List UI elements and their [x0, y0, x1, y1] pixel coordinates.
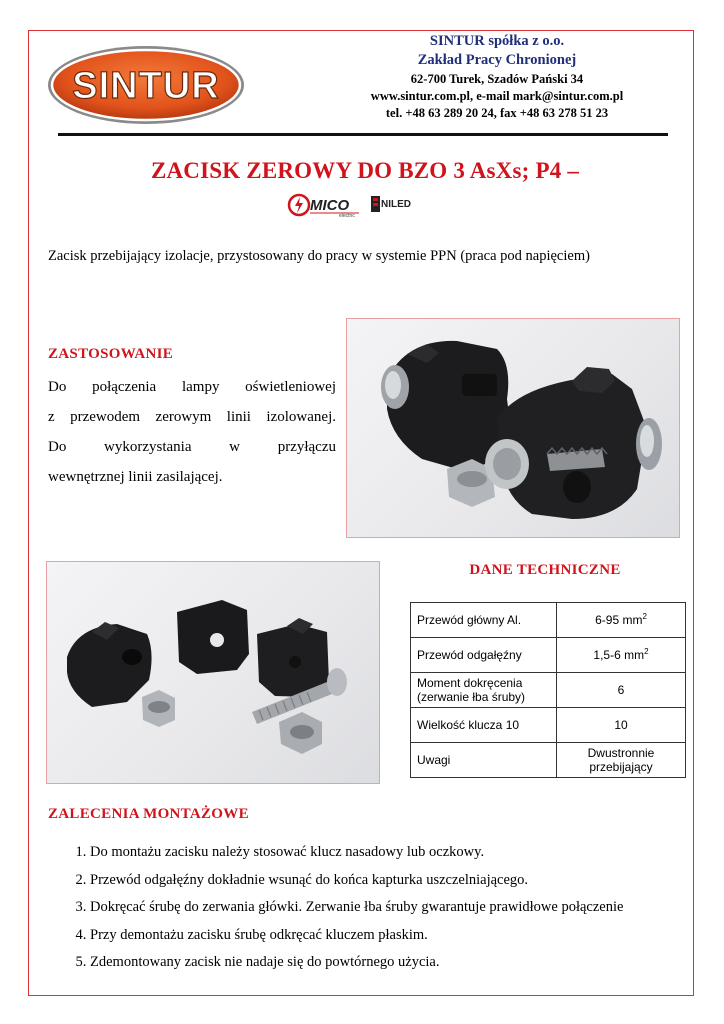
table-row [411, 638, 686, 673]
product-photo-parts [46, 561, 380, 784]
list-item: 1. Do montażu zacisku należy stosować klucz nasadowy lub oczkowy. [90, 842, 720, 870]
zastosowanie-line: z przewodem zerowym linii izolowanej. [48, 409, 336, 425]
list-item: 5. Zdemontowany zacisk nie nadaje się do powtórnego użycia. [90, 952, 720, 980]
zastosowanie-text [48, 372, 336, 492]
table-cell-key: Moment dokręcenia (zerwanie łba śruby) [411, 673, 557, 708]
table-cell-key: Przewód główny Al. [411, 603, 557, 638]
svg-text:electric: electric [339, 213, 355, 219]
table-cell-value: 1,5-6 $mm^2$ [557, 638, 686, 673]
section-heading-zastosowanie: ZASTOSOWANIE [48, 346, 174, 362]
table-cell-value: Dwustronnie przebijający [557, 743, 686, 778]
table-cell-value: 10 [557, 708, 686, 743]
header-divider [58, 133, 668, 136]
table-cell-key: Przewód odgałęźny [411, 638, 557, 673]
lightning-icon [295, 197, 303, 213]
brand-logos [287, 191, 447, 219]
list-item: 4. Przy demontażu zacisku śrubę odkręcać kluczem płaskim. [90, 925, 720, 953]
table-row [411, 673, 686, 708]
table-row [411, 603, 686, 638]
montage-steps-list [48, 842, 720, 980]
zastosowanie-line: Do wykorzystania w przyłączu [48, 439, 336, 455]
zastosowanie-line: wewnętrznej linii zasilającej. [48, 469, 223, 485]
list-item: 3. Dokręcać śrubę do zerwania główki. Zerwanie łba śruby gwarantuje prawidłowe połączenie [90, 897, 720, 925]
company-name: SINTUR spółka z o.o. [429, 33, 565, 49]
logo-text: SINTUR [72, 65, 220, 107]
table-cell-key: Wielkość klucza 10 [411, 708, 557, 743]
section-heading-zalecenia: ZALECENIA MONTAŻOWE [48, 806, 249, 822]
intro-text: Zacisk przebijający izolacje, przystosowany do pracy w systemie PPN (praca pod napięciem) [48, 248, 590, 264]
sintur-logo [46, 44, 246, 126]
company-phone: tel. +48 63 289 20 24, fax +48 63 278 51 23 [385, 106, 609, 120]
company-department: Zakład Pracy Chronionej [417, 52, 577, 68]
svg-text:NILED: NILED [381, 199, 411, 210]
company-web-email[interactable]: www.sintur.com.pl, e-mail mark@sintur.com.pl [370, 89, 624, 103]
page-title: ZACISK ZEROWY DO BZO 3 AsXs; P4 – [150, 158, 580, 183]
zastosowanie-line: Do połączenia lampy oświetleniowej [48, 379, 336, 395]
tech-table [410, 602, 686, 778]
table-row [411, 708, 686, 743]
list-item: 2. Przewód odgałęźny dokładnie wsunąć do końca kapturka uszczelniającego. [90, 870, 720, 898]
niled-logo [371, 196, 411, 212]
table-cell-key: Uwagi [411, 743, 557, 778]
section-heading-dane: DANE TECHNICZNE [469, 562, 621, 578]
table-cell-value: 6 [557, 673, 686, 708]
company-info [330, 32, 664, 122]
table-row [411, 743, 686, 778]
product-photo-assembled [346, 318, 680, 538]
table-cell-value: 6-95 $mm^2$ [557, 603, 686, 638]
svg-text:MICO: MICO [310, 197, 350, 214]
company-address: 62-700 Turek, Szadów Pański 34 [410, 72, 584, 86]
mico-logo [289, 195, 359, 219]
